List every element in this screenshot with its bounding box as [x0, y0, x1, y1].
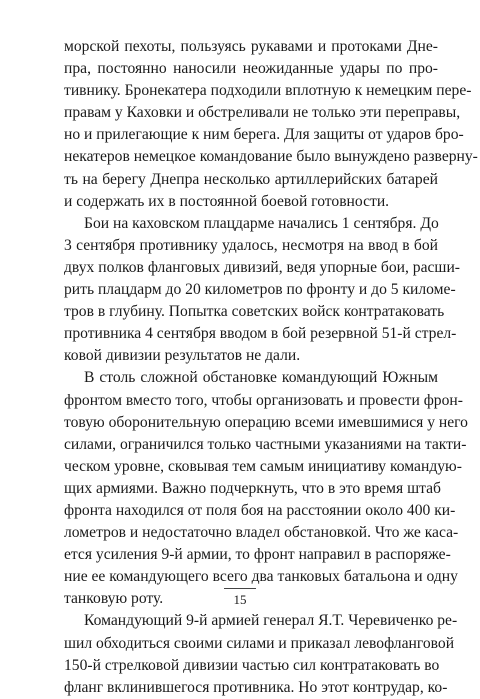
- text-line: В столь сложной обстановке командующий Южным: [84, 369, 438, 387]
- text-line: силами, ограничился только частными указаниями на такти-: [64, 435, 467, 453]
- text-line: 3 сентября противнику удалось, несмотря на ввод в бой: [64, 236, 438, 254]
- text-line: ческом уровне, сковывая тем самым инициативу командую-: [64, 457, 462, 475]
- text-line: Командующий 9-й армией генерал Я.Т. Черевиченко ре-: [84, 612, 458, 630]
- text-line: 150-й стрелковой дивизии частью сил контратаковать во: [64, 656, 440, 674]
- text-line: противника 4 сентября вводом в бой резервной 51-й стрел-: [64, 325, 457, 343]
- page-number-rule: [224, 588, 256, 589]
- text-line: ковой дивизии результатов не дали.: [64, 347, 301, 365]
- text-line: ть на берегу Днепра несколько артиллерийских батарей: [64, 170, 438, 188]
- text-line: морской пехоты, пользуясь рукавами и протоками Дне-: [64, 38, 438, 55]
- text-line: фронта находился от поля боя на расстоянии около 400 ки-: [64, 501, 456, 519]
- text-line: но и прилегающие к ним берега. Для защиты от ударов бро-: [64, 126, 464, 144]
- text-line: тров в глубину. Попытка советских войск контратаковать: [64, 303, 445, 321]
- text-line: щих армиями. Важно подчеркнуть, что в это время штаб: [64, 479, 441, 497]
- text-line: и содержать их в постоянной боевой готовности.: [64, 192, 390, 210]
- text-line: танковую роту.: [64, 590, 164, 608]
- text-line: фронтом вместо того, чтобы организовать и провести фрон-: [64, 391, 463, 409]
- text-line: пра, постоянно наносили неожиданные удары по про-: [64, 60, 438, 78]
- text-line: некатеров немецкое командование было вынуждено разверну-: [64, 148, 478, 166]
- text-line: шил обходиться своими силами и приказал левофланговой: [64, 634, 455, 652]
- text-line: правам у Каховки и обстреливали не только эти переправы,: [64, 104, 461, 122]
- text-line: ние ее командующего всего два танковых батальона и одну: [64, 568, 458, 586]
- page-number: 15: [233, 592, 247, 607]
- text-line: лометров и недостаточно владел обстановкой. Что же каса-: [64, 524, 459, 542]
- text-line: товую оборонительную операцию всеми имевшимися у него: [64, 413, 468, 431]
- text-line: рить плацдарм до 20 километров по фронту и до 5 киломе-: [64, 281, 456, 299]
- text-line: ется усиления 9-й армии, то фронт направил в распоряже-: [64, 546, 451, 564]
- text-line: двух полков фланговых дивизий, ведя упорные бои, расши-: [64, 258, 460, 276]
- text-line: тивнику. Бронекатера подходили вплотную к немецким пере-: [64, 82, 472, 100]
- text-line: фланг вклинившегося противника. Но этот контрудар, ко-: [64, 678, 448, 696]
- text-line: Бои на каховском плацдарме начались 1 сентября. До: [84, 214, 439, 232]
